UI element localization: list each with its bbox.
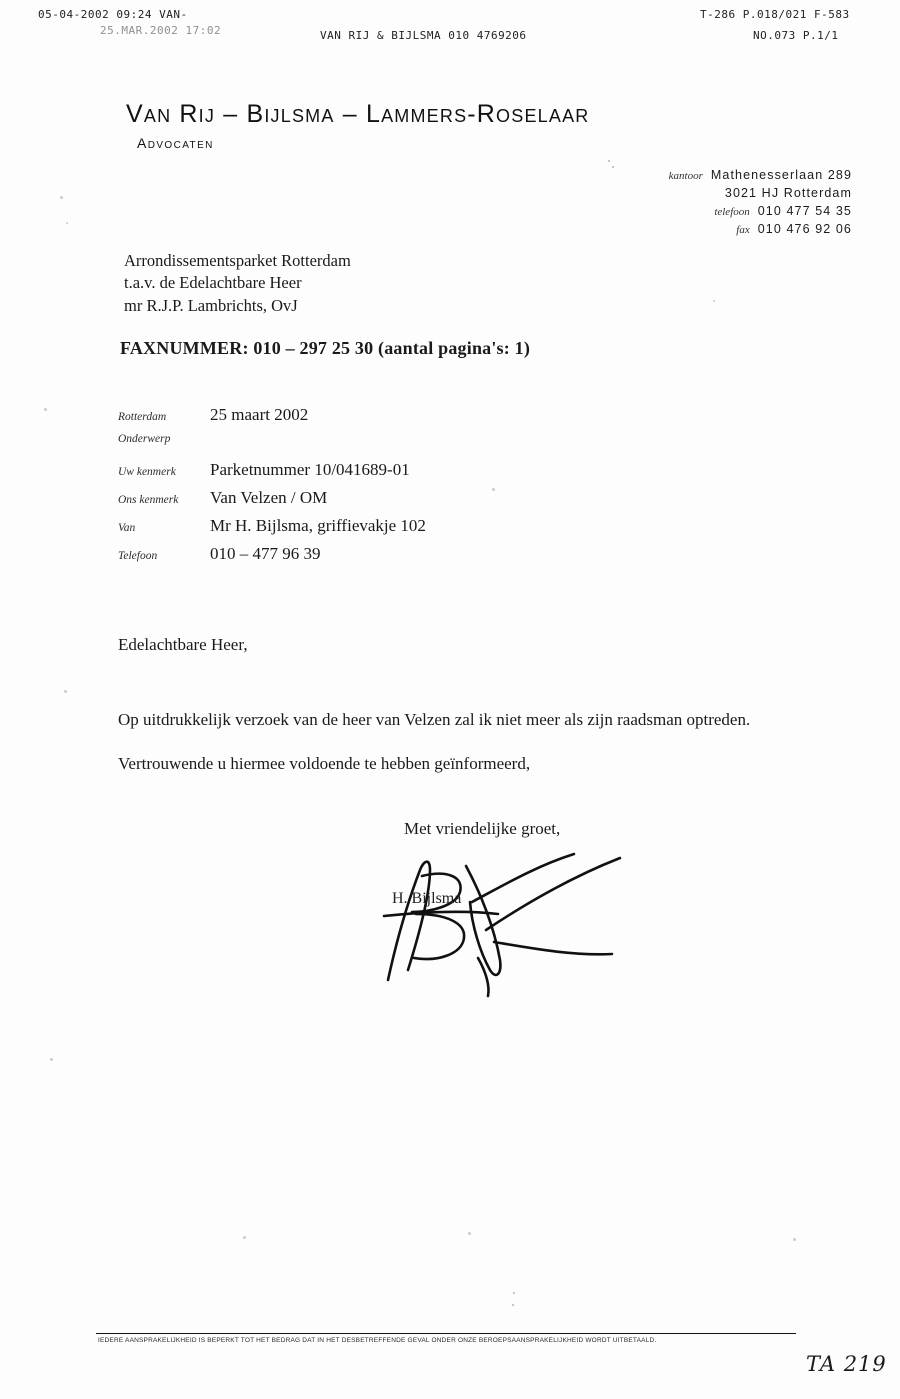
signature-name: H. Bijlsma (392, 890, 462, 907)
scan-speckle (64, 690, 67, 693)
firm-name: Van Rij – Bijlsma – Lammers-Roselaar (126, 100, 590, 128)
meta-value: Parketnummer 10/041689-01 (210, 460, 410, 479)
scan-speckle (713, 300, 715, 302)
handwritten-reference: TA 219 (806, 1352, 887, 1376)
meta-label: Ons kenmerk (118, 494, 179, 506)
contact-label: telefoon (714, 206, 750, 218)
contact-row (669, 204, 852, 218)
scan-speckle (492, 488, 495, 491)
fax-header-top-right: T-286 P.018/021 F-583 (700, 8, 850, 21)
meta-label: Rotterdam (118, 411, 167, 423)
fax-header-top-left: 05-04-2002 09:24 VAN- (38, 8, 188, 21)
meta-label: Telefoon (118, 550, 158, 562)
meta-label: Van (118, 522, 136, 534)
scan-speckle (44, 408, 47, 411)
meta-row (118, 544, 678, 564)
addressee-line: mr R.J.P. Lambrichts, OvJ (124, 295, 298, 315)
meta-row (118, 460, 678, 480)
meta-row (118, 405, 678, 425)
scan-speckle (60, 196, 63, 199)
fax-header-second-right: NO.073 P.1/1 (753, 29, 839, 42)
meta-value: Van Velzen / OM (210, 488, 328, 507)
firm-subtitle: Advocaten (137, 135, 214, 151)
scan-speckle (50, 1058, 53, 1061)
meta-row (118, 488, 678, 508)
meta-value: 25 maart 2002 (210, 405, 309, 424)
body-paragraph-1: Op uitdrukkelijk verzoek van de heer van Velzen zal ik niet meer als zijn raadsman optreden. (118, 710, 751, 729)
contact-row (669, 186, 852, 200)
meta-value: Mr H. Bijlsma, griffievakje 102 (210, 516, 426, 535)
closing-line: Met vriendelijke groet, (404, 819, 561, 838)
scan-speckle (512, 1304, 514, 1306)
meta-row (118, 433, 678, 452)
addressee-line: Arrondissementsparket Rotterdam (124, 251, 351, 270)
meta-label: Uw kenmerk (118, 466, 176, 478)
scan-speckle (793, 1238, 796, 1241)
contact-row (669, 222, 852, 236)
contact-row (669, 168, 852, 182)
meta-row (118, 516, 678, 536)
scan-speckle (513, 1292, 515, 1294)
salutation: Edelachtbare Heer, (118, 635, 248, 654)
footer-divider (96, 1333, 796, 1334)
contact-value: 010 476 92 06 (757, 222, 852, 236)
fax-header-second-mid: VAN RIJ & BIJLSMA 010 4769206 (320, 29, 527, 42)
contact-label: kantoor (668, 170, 703, 182)
body-paragraph-2: Vertrouwende u hiermee voldoende te hebben geïnformeerd, (118, 754, 531, 773)
contact-value: Mathenesserlaan 289 (710, 168, 852, 182)
scan-speckle (66, 222, 68, 224)
scan-speckle (608, 160, 610, 162)
footer-disclaimer: IEDERE AANSPRAKELIJKHEID IS BEPERKT TOT HET BEDRAG DAT IN HET DESBETREFFENDE GEVAL ONDER ONZE BEROEPSAANSPRAKELIJKHEID WORDT UITBETAALD. (98, 1337, 657, 1344)
addressee-block (124, 250, 351, 317)
contact-block (669, 168, 852, 240)
fax-number-line: FAXNUMMER: 010 – 297 25 30 (aantal pagina's: 1) (120, 338, 531, 358)
contact-value: 010 477 54 35 (757, 204, 852, 218)
scan-speckle (243, 1236, 246, 1239)
addressee-line: t.a.v. de Edelachtbare Heer (124, 273, 302, 293)
meta-value: 010 – 477 96 39 (210, 544, 321, 563)
signature-mark (360, 830, 670, 1000)
meta-label: Onderwerp (118, 433, 171, 445)
scan-speckle (612, 166, 614, 168)
fax-header-second-left: 25.MAR.2002 17:02 (100, 24, 222, 37)
contact-value: 3021 HJ Rotterdam (724, 186, 852, 200)
letter-meta-table (118, 405, 678, 572)
contact-label: fax (736, 224, 750, 236)
scan-speckle (468, 1232, 471, 1235)
